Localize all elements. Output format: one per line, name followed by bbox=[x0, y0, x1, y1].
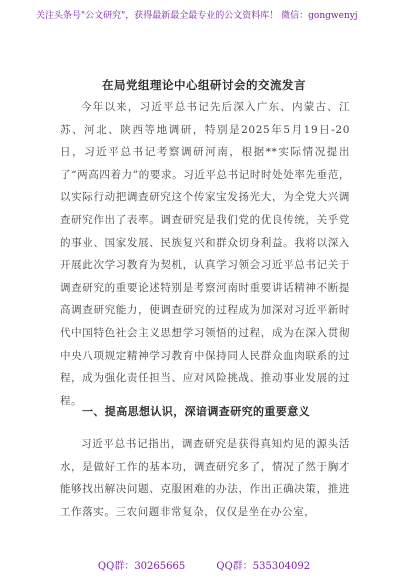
document-title: 在局党组理论中心组研讨会的交流发言 bbox=[102, 78, 306, 92]
body-paragraph-1: 今年以来，习近平总书记先后深入广东、内蒙古、江苏、河北、陕西等地调研，特别是2025年5月19日-20日，习近平总书记考察调研河南，根据**实际情况提出了“两高四着力”的要求。习近平总书记时时处处率先垂范，以实际行动把调查研究这个传家宝发扬光大，为全党大兴调查研究作出了表率。调查研究是我们党的优良传统，关乎党的事业、国家发展、民族复兴和群众切身利益。我将以深入开展此次学习教育为契机，认真学习领会习近平总书记关于调查研究的重要论述特别是考察河南时重要讲话精神不断提高调查研究能力，使调查研究的过程成为加深对习近平新时代中国特色社会主义思想学习领悟的过程，成为在深入贯彻中央八项规定精神学习教育中保持同人民群众血肉联系的过程，成为强化责任担当、应对风险挑战、推动事业发展的过程。 bbox=[60, 101, 350, 407]
header-banner: 关注头条号"公文研究"，获得最新最全最专业的公文资料库！ 微信：gongwenyj bbox=[36, 11, 358, 21]
body-paragraph-2: 习近平总书记指出，调查研究是获得真知灼见的源头活水，是做好工作的基本功，调查研究多了，情况了然于胸才能够找出解决问题、克服困难的办法，作出正确决策，推进工作落实。三农问题非常复杂，仅仅是坐在办公室， bbox=[60, 438, 350, 518]
footer-qq-group-1: QQ群：30265665 bbox=[97, 561, 186, 572]
footer bbox=[0, 557, 408, 572]
section-heading: 一、提高思想认识，深谙调查研究的重要意义 bbox=[82, 405, 310, 418]
footer-qq-group-2: QQ群：535304092 bbox=[216, 561, 311, 572]
